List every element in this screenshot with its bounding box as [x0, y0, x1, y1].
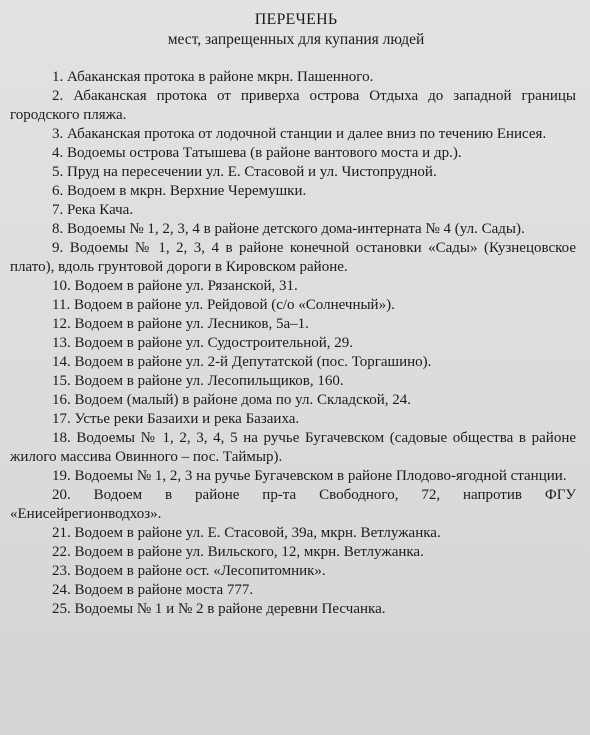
list-item: 13. Водоем в районе ул. Судостроительной, 29. — [52, 335, 354, 351]
list-item: 11. Водоем в районе ул. Рейдовой (с/о «Солнечный»). — [52, 297, 395, 313]
places-list — [10, 68, 576, 619]
list-item: 10. Водоем в районе ул. Рязанской, 31. — [52, 278, 298, 294]
document-title: ПЕРЕЧЕНЬ — [254, 11, 338, 28]
list-item: 16. Водоем (малый) в районе дома по ул. Складской, 24. — [52, 392, 412, 408]
list-item: 8. Водоемы № 1, 2, 3, 4 в районе детского дома-интерната № 4 (ул. Сады). — [52, 221, 525, 237]
list-item: 15. Водоем в районе ул. Лесопильщиков, 160. — [52, 373, 344, 389]
list-item: 12. Водоем в районе ул. Лесников, 5а–1. — [52, 316, 309, 332]
list-item: 24. Водоем в районе моста 777. — [52, 582, 254, 598]
list-item: 7. Река Кача. — [52, 202, 134, 218]
list-item: 17. Устье реки Базаихи и река Базаиха. — [52, 411, 300, 427]
list-item: 20. Водоем в районе пр-та Свободного, 72, напротив ФГУ «Енисейрегионводхоз». — [10, 487, 576, 522]
list-item: 19. Водоемы № 1, 2, 3 на ручье Бугачевском в районе Плодово-ягодной станции. — [52, 468, 567, 484]
list-item: 6. Водоем в мкрн. Верхние Черемушки. — [52, 183, 307, 199]
list-item: 9. Водоемы № 1, 2, 3, 4 в районе конечной остановки «Сады» (Кузнецовское плато), вдоль грунтовой дороги в Кировском районе. — [10, 240, 576, 275]
document-subtitle: мест, запрещенных для купания людей — [167, 31, 425, 48]
list-item: 18. Водоемы № 1, 2, 3, 4, 5 на ручье Бугачевском (садовые общества в районе жилого массива Овинного – пос. Таймыр). — [10, 430, 576, 465]
list-item: 2. Абаканская протока от приверха острова Отдыха до западной границы городского пляжа. — [10, 88, 576, 123]
list-item: 25. Водоемы № 1 и № 2 в районе деревни Песчанка. — [52, 601, 386, 617]
list-item: 22. Водоем в районе ул. Вильского, 12, мкрн. Ветлужанка. — [52, 544, 424, 560]
list-item: 1. Абаканская протока в районе мкрн. Пашенного. — [52, 69, 374, 85]
list-item: 4. Водоемы острова Татышева (в районе вантового моста и др.). — [52, 145, 462, 161]
list-item: 3. Абаканская протока от лодочной станции и далее вниз по течению Енисея. — [52, 126, 547, 142]
list-item: 23. Водоем в районе ост. «Лесопитомник». — [52, 563, 326, 579]
list-item: 14. Водоем в районе ул. 2-й Депутатской (пос. Торгашино). — [52, 354, 432, 370]
list-item: 5. Пруд на пересечении ул. Е. Стасовой и ул. Чистопрудной. — [52, 164, 437, 180]
list-item: 21. Водоем в районе ул. Е. Стасовой, 39а, мкрн. Ветлужанка. — [52, 525, 441, 541]
